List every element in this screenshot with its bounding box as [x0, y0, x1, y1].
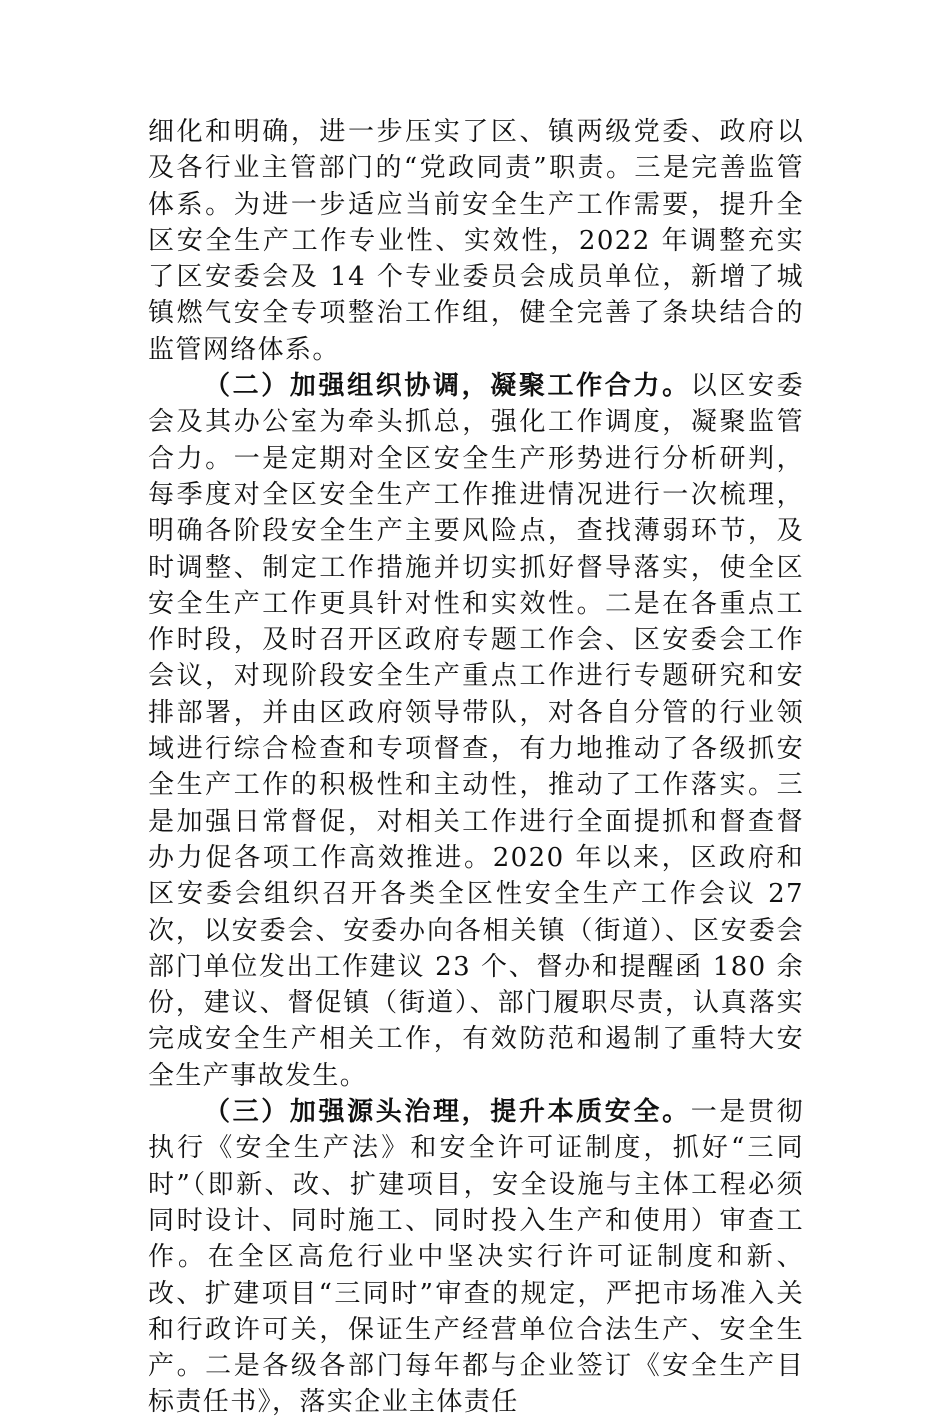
document-body: [148, 114, 804, 1421]
paragraph-continuation: [148, 114, 804, 368]
paragraph-section-three: [148, 1094, 804, 1421]
section-heading: （三）加强源头治理，提升本质安全。: [204, 1097, 691, 1128]
section-heading: （二）加强组织协调，凝聚工作合力。: [204, 371, 691, 402]
paragraph-text: 一是贯彻执行《安全生产法》和安全许可证制度，抓好“三同时”（即新、改、扩建项目，安全设施与主体工程必须同时设计、同时施工、同时投入生产和使用）审查工作。在全区高危行业中坚决实行许可证制度和新、改、扩建项目“三同时”审查的规定，严把市场准入关和行政许可关，保证生产经营单位合法生产、安全生产。二是各级各部门每年都与企业签订《安全生产目标责任书》，落实企业主体责任: [148, 1097, 804, 1418]
paragraph-text: 细化和明确，进一步压实了区、镇两级党委、政府以及各行业主管部门的“党政同责”职责。三是完善监管体系。为进一步适应当前安全生产工作需要，提升全区安全生产工作专业性、实效性，2022 年调整充实了区安委会及 14 个专业委员会成员单位，新增了城镇燃气安全专项整治工作组，健全完善了条块结合的监管网络体系。: [148, 117, 804, 365]
paragraph-section-two: [148, 368, 804, 1094]
paragraph-text: 以区安委会及其办公室为牵头抓总，强化工作调度，凝聚监管合力。一是定期对全区安全生产形势进行分析研判，每季度对全区安全生产工作推进情况进行一次梳理，明确各阶段安全生产主要风险点，查找薄弱环节，及时调整、制定工作措施并切实抓好督导落实，使全区安全生产工作更具针对性和实效性。二是在各重点工作时段，及时召开区政府专题工作会、区安委会工作会议，对现阶段安全生产重点工作进行专题研究和安排部署，并由区政府领导带队，对各自分管的行业领域进行综合检查和专项督查，有力地推动了各级抓安全生产工作的积极性和主动性，推动了工作落实。三是加强日常督促，对相关工作进行全面提抓和督查督办力促各项工作高效推进。2020 年以来，区政府和区安委会组织召开各类全区性安全生产工作会议 27 次，以安委会、安委办向各相关镇（街道）、区安委会部门单位发出工作建议 23 个、督办和提醒函 180 余份，建议、督促镇（街道）、部门履职尽责，认真落实完成安全生产相关工作，有效防范和遏制了重特大安全生产事故发生。: [148, 371, 804, 1091]
